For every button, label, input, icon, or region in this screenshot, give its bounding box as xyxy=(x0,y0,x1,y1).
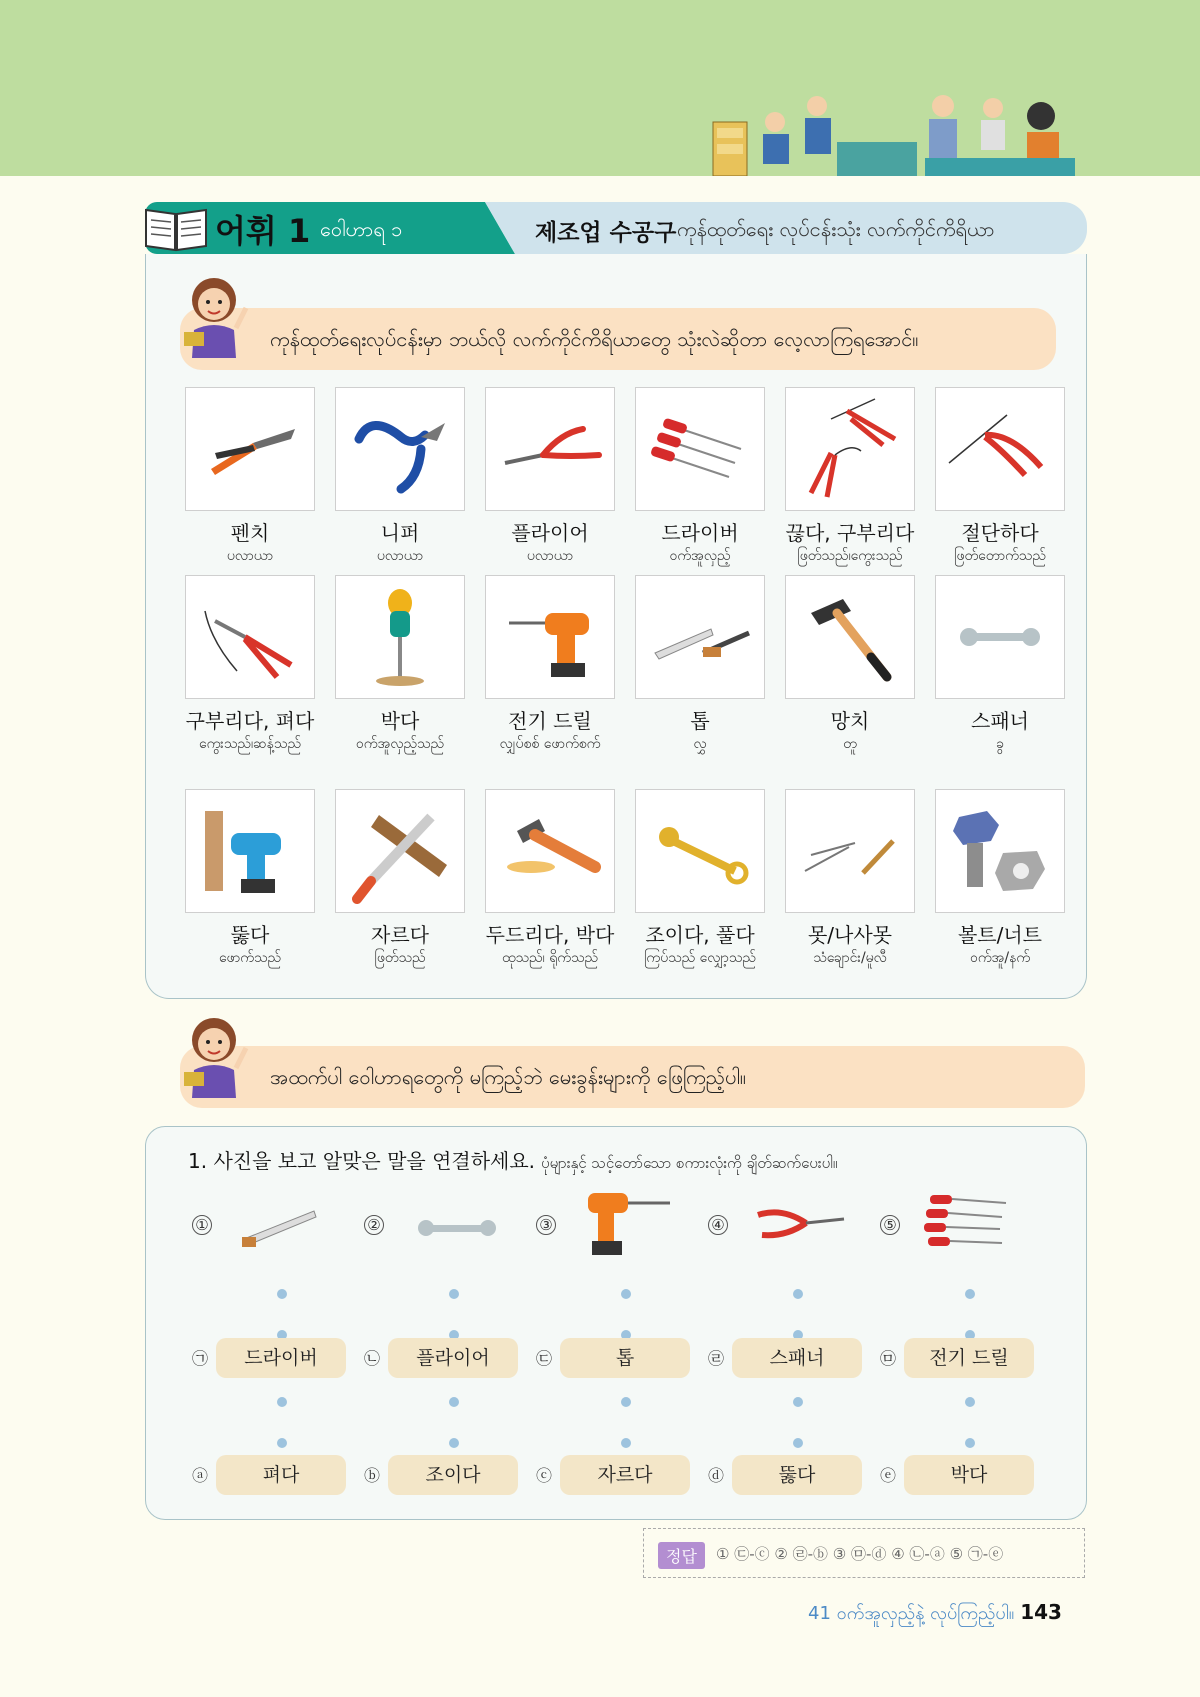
vocab-korean: 볼트/너트 xyxy=(957,923,1043,947)
vocab-korean: 끊다, 구부리다 xyxy=(785,521,915,545)
picture-number: ① xyxy=(192,1215,212,1235)
verb-option[interactable]: 뚫다 xyxy=(732,1455,862,1495)
option-mark: ⓒ xyxy=(536,1466,553,1485)
bend-straighten-icon xyxy=(191,581,309,693)
hammer-icon xyxy=(791,581,909,693)
vocab-burmese: ဖြတ်တောက်သည် xyxy=(954,548,1046,564)
vocab-burmese: ထုသည်၊ ရိုက်သည် xyxy=(501,950,599,966)
vocab-korean: 절단하다 xyxy=(961,521,1039,545)
vocab-burmese: ပလာယာ xyxy=(226,548,274,564)
tool-option[interactable]: 톱 xyxy=(560,1338,690,1378)
cutting-icon xyxy=(941,393,1059,505)
vocab-card xyxy=(485,575,615,753)
vocab-card xyxy=(485,789,615,967)
vocab-burmese: ဖြတ်သည် xyxy=(374,950,426,966)
tool-option[interactable]: 스패너 xyxy=(732,1338,862,1378)
option-mark: ㉣ xyxy=(708,1349,725,1368)
practice-speech-bubble xyxy=(180,1046,1085,1108)
vocabulary-header xyxy=(145,202,1087,254)
vocab-korean: 못/나사못 xyxy=(807,923,893,947)
vocab-burmese: လွှ xyxy=(693,736,707,752)
vocab-burmese: ခွ xyxy=(996,736,1004,752)
vocab-card xyxy=(485,387,615,565)
vocab-card xyxy=(635,789,765,967)
vocab-card xyxy=(935,575,1065,753)
vocab-burmese: ဖြတ်သည်၊ကွေးသည် xyxy=(797,548,903,564)
connector-dot[interactable] xyxy=(277,1438,287,1448)
vocab-burmese: ဝက်အူလှည့်သည် xyxy=(355,736,445,752)
verb-option[interactable]: 자르다 xyxy=(560,1455,690,1495)
vocab-card xyxy=(635,387,765,565)
screwing-icon xyxy=(341,581,459,693)
answer-badge: 정답 xyxy=(658,1542,705,1569)
connector-dot[interactable] xyxy=(449,1397,459,1407)
vocab-burmese: ပလာယာ xyxy=(376,548,424,564)
pliers-icon xyxy=(191,393,309,505)
vocab-burmese: ဝက်အူလှည့် xyxy=(669,548,731,564)
vocab-card xyxy=(935,387,1065,565)
vocab-burmese: ဖောက်သည် xyxy=(218,950,282,966)
book-icon xyxy=(141,202,211,254)
connector-dot[interactable] xyxy=(793,1397,803,1407)
verb-option[interactable]: 펴다 xyxy=(216,1455,346,1495)
picture-number: ② xyxy=(364,1215,384,1235)
connector-dot[interactable] xyxy=(621,1438,631,1448)
vocab-korean: 뚫다 xyxy=(230,923,270,947)
teacher-avatar xyxy=(176,1010,256,1102)
connector-dot[interactable] xyxy=(965,1397,975,1407)
long-nose-pliers-icon xyxy=(752,1193,852,1263)
screwdrivers-icon xyxy=(922,1189,1022,1259)
vocab-card xyxy=(635,575,765,753)
spanner-icon xyxy=(941,581,1059,693)
nails-screw-icon xyxy=(791,795,909,907)
vocab-korean: 망치 xyxy=(830,709,870,733)
intro-speech-bubble xyxy=(180,308,1056,370)
option-mark: ㉠ xyxy=(192,1349,209,1368)
intro-speech-text: ကုန်ထုတ်ရေးလုပ်ငန်းမှာ ဘယ်လို လက်ကိုင်ကိရိယာတွေ သုံးလဲဆိုတာ လေ့လာကြရအောင်။ xyxy=(270,327,919,351)
practice-speech-text: အထက်ပါ ဝေါဟာရတွေကို မကြည့်ဘဲ မေးခွန်းများကို ဖြေကြည့်ပါ။ xyxy=(270,1065,746,1089)
vocab-korean: 박다 xyxy=(380,709,420,733)
saw-icon xyxy=(238,1193,338,1263)
vocab-card xyxy=(785,789,915,967)
page-footer xyxy=(808,1600,1062,1628)
vocab-korean: 두드리다, 박다 xyxy=(485,923,615,947)
connector-dot[interactable] xyxy=(965,1438,975,1448)
option-mark: ⓓ xyxy=(708,1466,725,1485)
vocab-korean: 톱 xyxy=(690,709,710,733)
screwdrivers-icon xyxy=(641,393,759,505)
vocab-card xyxy=(335,387,465,565)
option-mark: ㉡ xyxy=(364,1349,381,1368)
connector-dot[interactable] xyxy=(277,1397,287,1407)
vocab-burmese: သံချောင်း/မူလီ xyxy=(813,950,887,966)
drilling-icon xyxy=(191,795,309,907)
vocab-korean: 구부리다, 펴다 xyxy=(185,709,315,733)
vocab-korean: 스패너 xyxy=(971,709,1029,733)
vocab-card xyxy=(785,387,915,565)
vocab-burmese: တူ xyxy=(843,736,857,752)
connector-dot[interactable] xyxy=(965,1289,975,1299)
spanner-icon xyxy=(408,1193,508,1263)
page-number: 143 xyxy=(1020,1600,1062,1624)
vocab-card xyxy=(185,387,315,565)
saw-icon xyxy=(641,581,759,693)
connector-dot[interactable] xyxy=(449,1438,459,1448)
connector-dot[interactable] xyxy=(621,1397,631,1407)
connector-dot[interactable] xyxy=(793,1438,803,1448)
topic-korean: 제조업 수공구 xyxy=(535,220,677,246)
vocab-korean: 플라이어 xyxy=(511,521,589,545)
answer-key xyxy=(643,1528,1085,1578)
vocab-burmese: ပလာယာ xyxy=(526,548,574,564)
vocab-burmese: ကွေးသည်၊ဆန့်သည် xyxy=(199,736,301,752)
answer-text: ① ㉢-ⓒ ② ㉣-ⓑ ③ ㉤-ⓓ ④ ㉡-ⓐ ⑤ ㉠-ⓔ xyxy=(716,1545,1004,1563)
picture-number: ④ xyxy=(708,1215,728,1235)
vocab-korean: 자르다 xyxy=(371,923,429,947)
cut-bend-icon xyxy=(791,393,909,505)
verb-option[interactable]: 조이다 xyxy=(388,1455,518,1495)
vocab-burmese: ကြပ်သည် လျှော့သည် xyxy=(644,950,756,966)
exercise-panel xyxy=(145,1126,1087,1520)
vocab-card xyxy=(335,575,465,753)
vocab-korean: 조이다, 풀다 xyxy=(645,923,755,947)
picture-number: ⑤ xyxy=(880,1215,900,1235)
tightening-icon xyxy=(641,795,759,907)
bolt-nut-icon xyxy=(941,795,1059,907)
footer-chapter: 41 ဝက်အူလှည့်နဲ့ လုပ်ကြည့်ပါ။ xyxy=(808,1603,1015,1624)
vocab-card xyxy=(185,575,315,753)
tool-option[interactable]: 전기 드릴 xyxy=(904,1338,1034,1378)
option-mark: ㉢ xyxy=(536,1349,553,1368)
option-mark: ⓐ xyxy=(192,1466,209,1485)
picture-number: ③ xyxy=(536,1215,556,1235)
connector-dot[interactable] xyxy=(449,1289,459,1299)
vocab-korean: 드라이버 xyxy=(661,521,739,545)
section-title: 어휘 1 xyxy=(215,212,311,250)
vocab-card xyxy=(785,575,915,753)
connector-dot[interactable] xyxy=(793,1289,803,1299)
electric-drill-icon xyxy=(578,1187,678,1257)
verb-option[interactable]: 박다 xyxy=(904,1455,1034,1495)
vocab-burmese: ဝက်အူ/နက် xyxy=(969,950,1031,966)
teacher-avatar xyxy=(176,270,256,362)
tool-option[interactable]: 드라이버 xyxy=(216,1338,346,1378)
connector-dot[interactable] xyxy=(277,1289,287,1299)
workers-illustration xyxy=(705,92,1080,176)
vocab-burmese: လျှပ်စစ် ဖောက်စက် xyxy=(499,736,601,752)
long-nose-pliers-icon xyxy=(491,393,609,505)
vocab-korean: 전기 드릴 xyxy=(508,709,592,733)
vocab-korean: 펜치 xyxy=(230,521,270,545)
tool-option[interactable]: 플라이어 xyxy=(388,1338,518,1378)
option-mark: ⓑ xyxy=(364,1466,381,1485)
vocab-card xyxy=(935,789,1065,967)
option-mark: ㉤ xyxy=(880,1349,897,1368)
hammering-icon xyxy=(491,795,609,907)
topic-burmese: ကုန်ထုတ်ရေး လုပ်ငန်းသုံး လက်ကိုင်ကိရိယာ xyxy=(677,217,995,241)
vocab-card xyxy=(335,789,465,967)
vocab-korean: 니퍼 xyxy=(380,521,420,545)
sawing-icon xyxy=(341,795,459,907)
option-mark: ⓔ xyxy=(880,1466,897,1485)
connector-dot[interactable] xyxy=(621,1289,631,1299)
electric-drill-icon xyxy=(491,581,609,693)
nipper-icon xyxy=(341,393,459,505)
exercise-title: 1. 사진을 보고 알맞은 말을 연결하세요. ပုံများနှင့် သင့်တော်သော စကားလုံးကို ချိတ်ဆက်ပေးပါ။ xyxy=(188,1149,838,1173)
vocab-card xyxy=(185,789,315,967)
section-subtitle: ဝေါဟာရ ၁ xyxy=(320,217,403,241)
